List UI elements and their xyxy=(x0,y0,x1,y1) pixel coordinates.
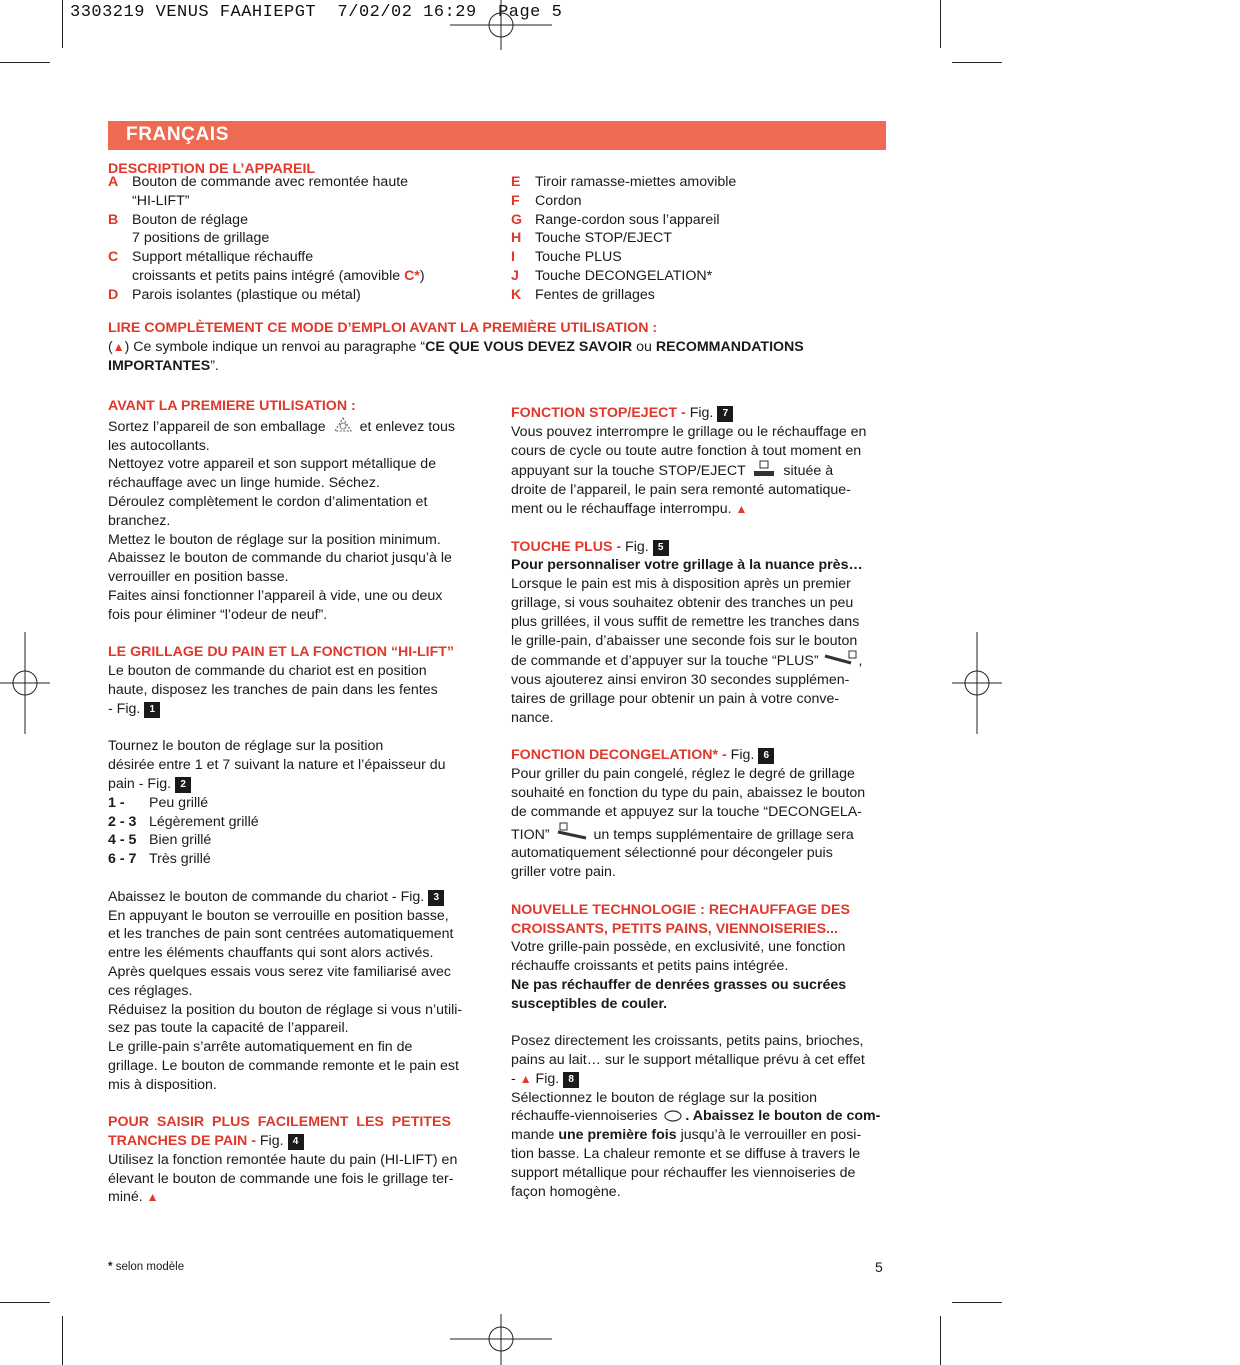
plus-button-icon xyxy=(823,650,859,668)
roast-level-row: 1 - Peu grillé xyxy=(108,794,209,811)
figure-badge: 3 xyxy=(428,890,444,906)
footnote: * selon modèle xyxy=(108,1261,185,1273)
roast-level-row: 6 - 7 Très grillé xyxy=(108,851,211,868)
registration-mark-right xyxy=(952,632,1002,734)
crop-mark xyxy=(940,1316,941,1365)
defrost-button-icon xyxy=(554,822,590,842)
legend-item-g: G Range-cordon sous l’appareil xyxy=(511,211,720,228)
banner-title: FRANÇAIS xyxy=(126,124,229,145)
crop-mark xyxy=(940,0,941,48)
first-use-title: AVANT LA PREMIERE UTILISATION : xyxy=(108,398,356,414)
notice-title: LIRE COMPLÈTEMENT CE MODE D’EMPLOI AVANT LA PREMIÈRE UTILISATION : xyxy=(108,320,658,336)
stop-eject-button-icon xyxy=(749,460,779,478)
legend-item-d: D Parois isolantes (plastique ou métal) xyxy=(108,286,361,303)
figure-badge: 2 xyxy=(175,777,191,793)
figure-badge: 7 xyxy=(717,406,733,422)
figure-badge: 6 xyxy=(758,748,774,764)
stop-eject-title: FONCTION STOP/EJECT - xyxy=(511,405,686,421)
legend-item-b: B Bouton de réglage 7 positions de grillage xyxy=(108,211,270,247)
notice-text: (▲) Ce symbole indique un renvoi au paragraphe “CE QUE VOUS DEVEZ SAVOIR ou RECOMMANDATIONS IMPORTANTES”. xyxy=(108,338,804,374)
legend-item-h: H Touche STOP/EJECT xyxy=(511,230,672,247)
warning-triangle-icon: ▲ xyxy=(519,1071,532,1086)
legend-item-c: C Support métallique réchauffe croissants et petits pains intégré (amovible C*) xyxy=(108,249,425,284)
legend-item-a: A Bouton de commande avec remontée haute “HI-LIFT” xyxy=(108,174,409,209)
legend-item-i: I Touche PLUS xyxy=(511,249,622,266)
crop-mark xyxy=(0,62,50,63)
warning-triangle-icon: ▲ xyxy=(146,1190,159,1205)
notice-block xyxy=(108,319,883,375)
crop-mark xyxy=(952,62,1002,63)
defrost-title: FONCTION DECONGELATION* - xyxy=(511,747,727,764)
legend-item-k: K Fentes de grillages xyxy=(511,286,655,303)
figure-badge: 1 xyxy=(144,702,160,718)
description-title: DESCRIPTION DE L’APPAREIL xyxy=(108,161,316,177)
registration-mark-left xyxy=(0,632,50,734)
crop-mark xyxy=(62,1316,63,1365)
recycle-icon xyxy=(330,416,356,434)
print-slug: 3303219 VENUS FAAHIEPGT 7/02/02 16:29 Page 5 xyxy=(70,3,563,22)
figure-badge: 5 xyxy=(653,540,669,556)
crop-mark xyxy=(0,1302,50,1303)
registration-mark-bottom xyxy=(450,1314,552,1365)
left-column: AVANT LA PREMIERE UTILISATION : Sortez l’appareil de son emballage et enlevez tous les autocollants. Nettoyez votre appareil et son support métallique de réchauffage avec un linge humide. Séchez. Déroulez complètement le cordon d’alimentation et branchez. Mettez le bouton de réglage sur la position minimum. Abaissez le bouton de commande du chariot jusqu’à le verrouiller en position basse. Faites ainsi fonctionner l’appareil à vide, une ou deux fois pour éliminer “l’odeur de neuf”. LE GRILLAGE DU PAIN ET LA FONCTION “HI-LIFT” Le bouton de commande du chariot est en position haute, disposez les tranches de pain dans les fentes - Fig. 1 Tournez le bouton de réglage sur la position désirée entre 1 et 7 suivant la nature et l’épaisseur du pain - Fig. 2 1 - Peu grillé 2 - 3 Légèrement grillé 4 - 5 Bien grillé 6 - 7 Très grillé Abaissez le bouton de commande du chariot - Fig. 3 En appuyant le bouton se verrouille en position basse, et les tranches de pain sont centrées automatiquement entre les éléments chauffants qui sont alors activés. Après quelques essais vous serez vite familiarisé avec ces réglages. Réduisez la position du bouton de réglage si vous n’utili- sez pas toute la capacité de l’appareil. Le grille-pain s’arrête automatiquement en fin de grillage. Le bouton de commande remonte et le pain est mis à disposition. POUR SAISIR PLUS FACILEMENT LES PETITES TRANCHES DE PAIN - Fig. 4 Utilisez la fonction remontée haute du pain (HI-LIFT) en élevant le bouton de commande une fois le grillage ter- miné. ▲ xyxy=(108,397,486,1207)
small-slices-title: POUR SAISIR PLUS FACILEMENT LES PETITES xyxy=(108,1114,451,1131)
legend-item-e: E Tiroir ramasse-miettes amovible xyxy=(511,174,737,190)
figure-badge: 8 xyxy=(563,1072,579,1088)
legend-item-j: J Touche DECONGELATION* xyxy=(511,267,713,284)
plus-title: TOUCHE PLUS - xyxy=(511,538,622,555)
warning-triangle-icon: ▲ xyxy=(112,339,125,354)
roast-level-row: 2 - 3 Légèrement grillé xyxy=(108,813,259,830)
right-column: FONCTION STOP/EJECT - Fig. 7 Vous pouvez interrompre le grillage ou le réchauffage en cours de cycle ou toute autre fonction à tout moment en appuyant sur la touche STOP/EJECT située à droite de l’appareil, le pain sera remonté automatique- ment ou le réchauffage interrompu. ▲ TOUCHE PLUS - Fig. 5 Pour personnaliser votre grillage à la nuance près… Lorsque le pain est mis à disposition après un premier grillage, si vous souhaitez obtenir des tranches un peu plus grillées, il vous suffit de remettre les tranches dans le grille-pain, d’abaisser une seconde fois sur le bouton de commande et d’appuyer sur la touche “PLUS” , vous ajouterez ainsi environ 30 secondes supplémen- taires de grillage pour obtenir un pain à votre conve- nance. FONCTION DECONGELATION* - Fig. 6 Pour griller du pain congelé, réglez le degré de grillage souhaité en fonction du type du pain, abaissez le bouton de commande et appuyez sur la touche “DECONGELA- TION” un temps supplémentaire de grillage sera automatiquement sélectionné pour décongeler puis griller votre pain. NOUVELLE TECHNOLOGIE : RECHAUFFAGE DES CROISSANTS, PETITS PAINS, VIENNOISERIES... Votre grille-pain possède, en exclusivité, une fonction réchauffe croissants et petits pains intégrée. Ne pas réchauffer de denrées grasses ou sucrées susceptibles de couler. Posez directement les croissants, petits pains, brioches, pains au lait… sur le support métallique prévu à cet effet - ▲ Fig. 8 Sélectionnez le bouton de réglage sur la position réchauffe-viennoiseries . Abaissez le bouton de com- mande une première fois jusqu’à le verrouiller en posi- tion basse. La chaleur remonte et se diffuse à travers le support métallique pour réchauffer les viennoiseries de façon homogène. xyxy=(511,404,887,1201)
tech-title: NOUVELLE TECHNOLOGIE : RECHAUFFAGE DES xyxy=(511,901,850,918)
toasting-title: LE GRILLAGE DU PAIN ET LA FONCTION “HI-LIFT” xyxy=(108,644,454,661)
crop-mark xyxy=(62,0,63,48)
description-list-left xyxy=(108,173,498,305)
legend-item-f: F Cordon xyxy=(511,192,582,209)
croissant-position-icon xyxy=(661,1107,685,1123)
language-banner xyxy=(108,121,886,150)
page-number: 5 xyxy=(875,1259,883,1275)
warning-triangle-icon: ▲ xyxy=(735,501,748,516)
description-list-right xyxy=(511,173,881,305)
crop-mark xyxy=(952,1302,1002,1303)
registration-mark-top xyxy=(450,0,552,50)
roast-level-row: 4 - 5 Bien grillé xyxy=(108,832,212,849)
figure-badge: 4 xyxy=(288,1134,304,1150)
